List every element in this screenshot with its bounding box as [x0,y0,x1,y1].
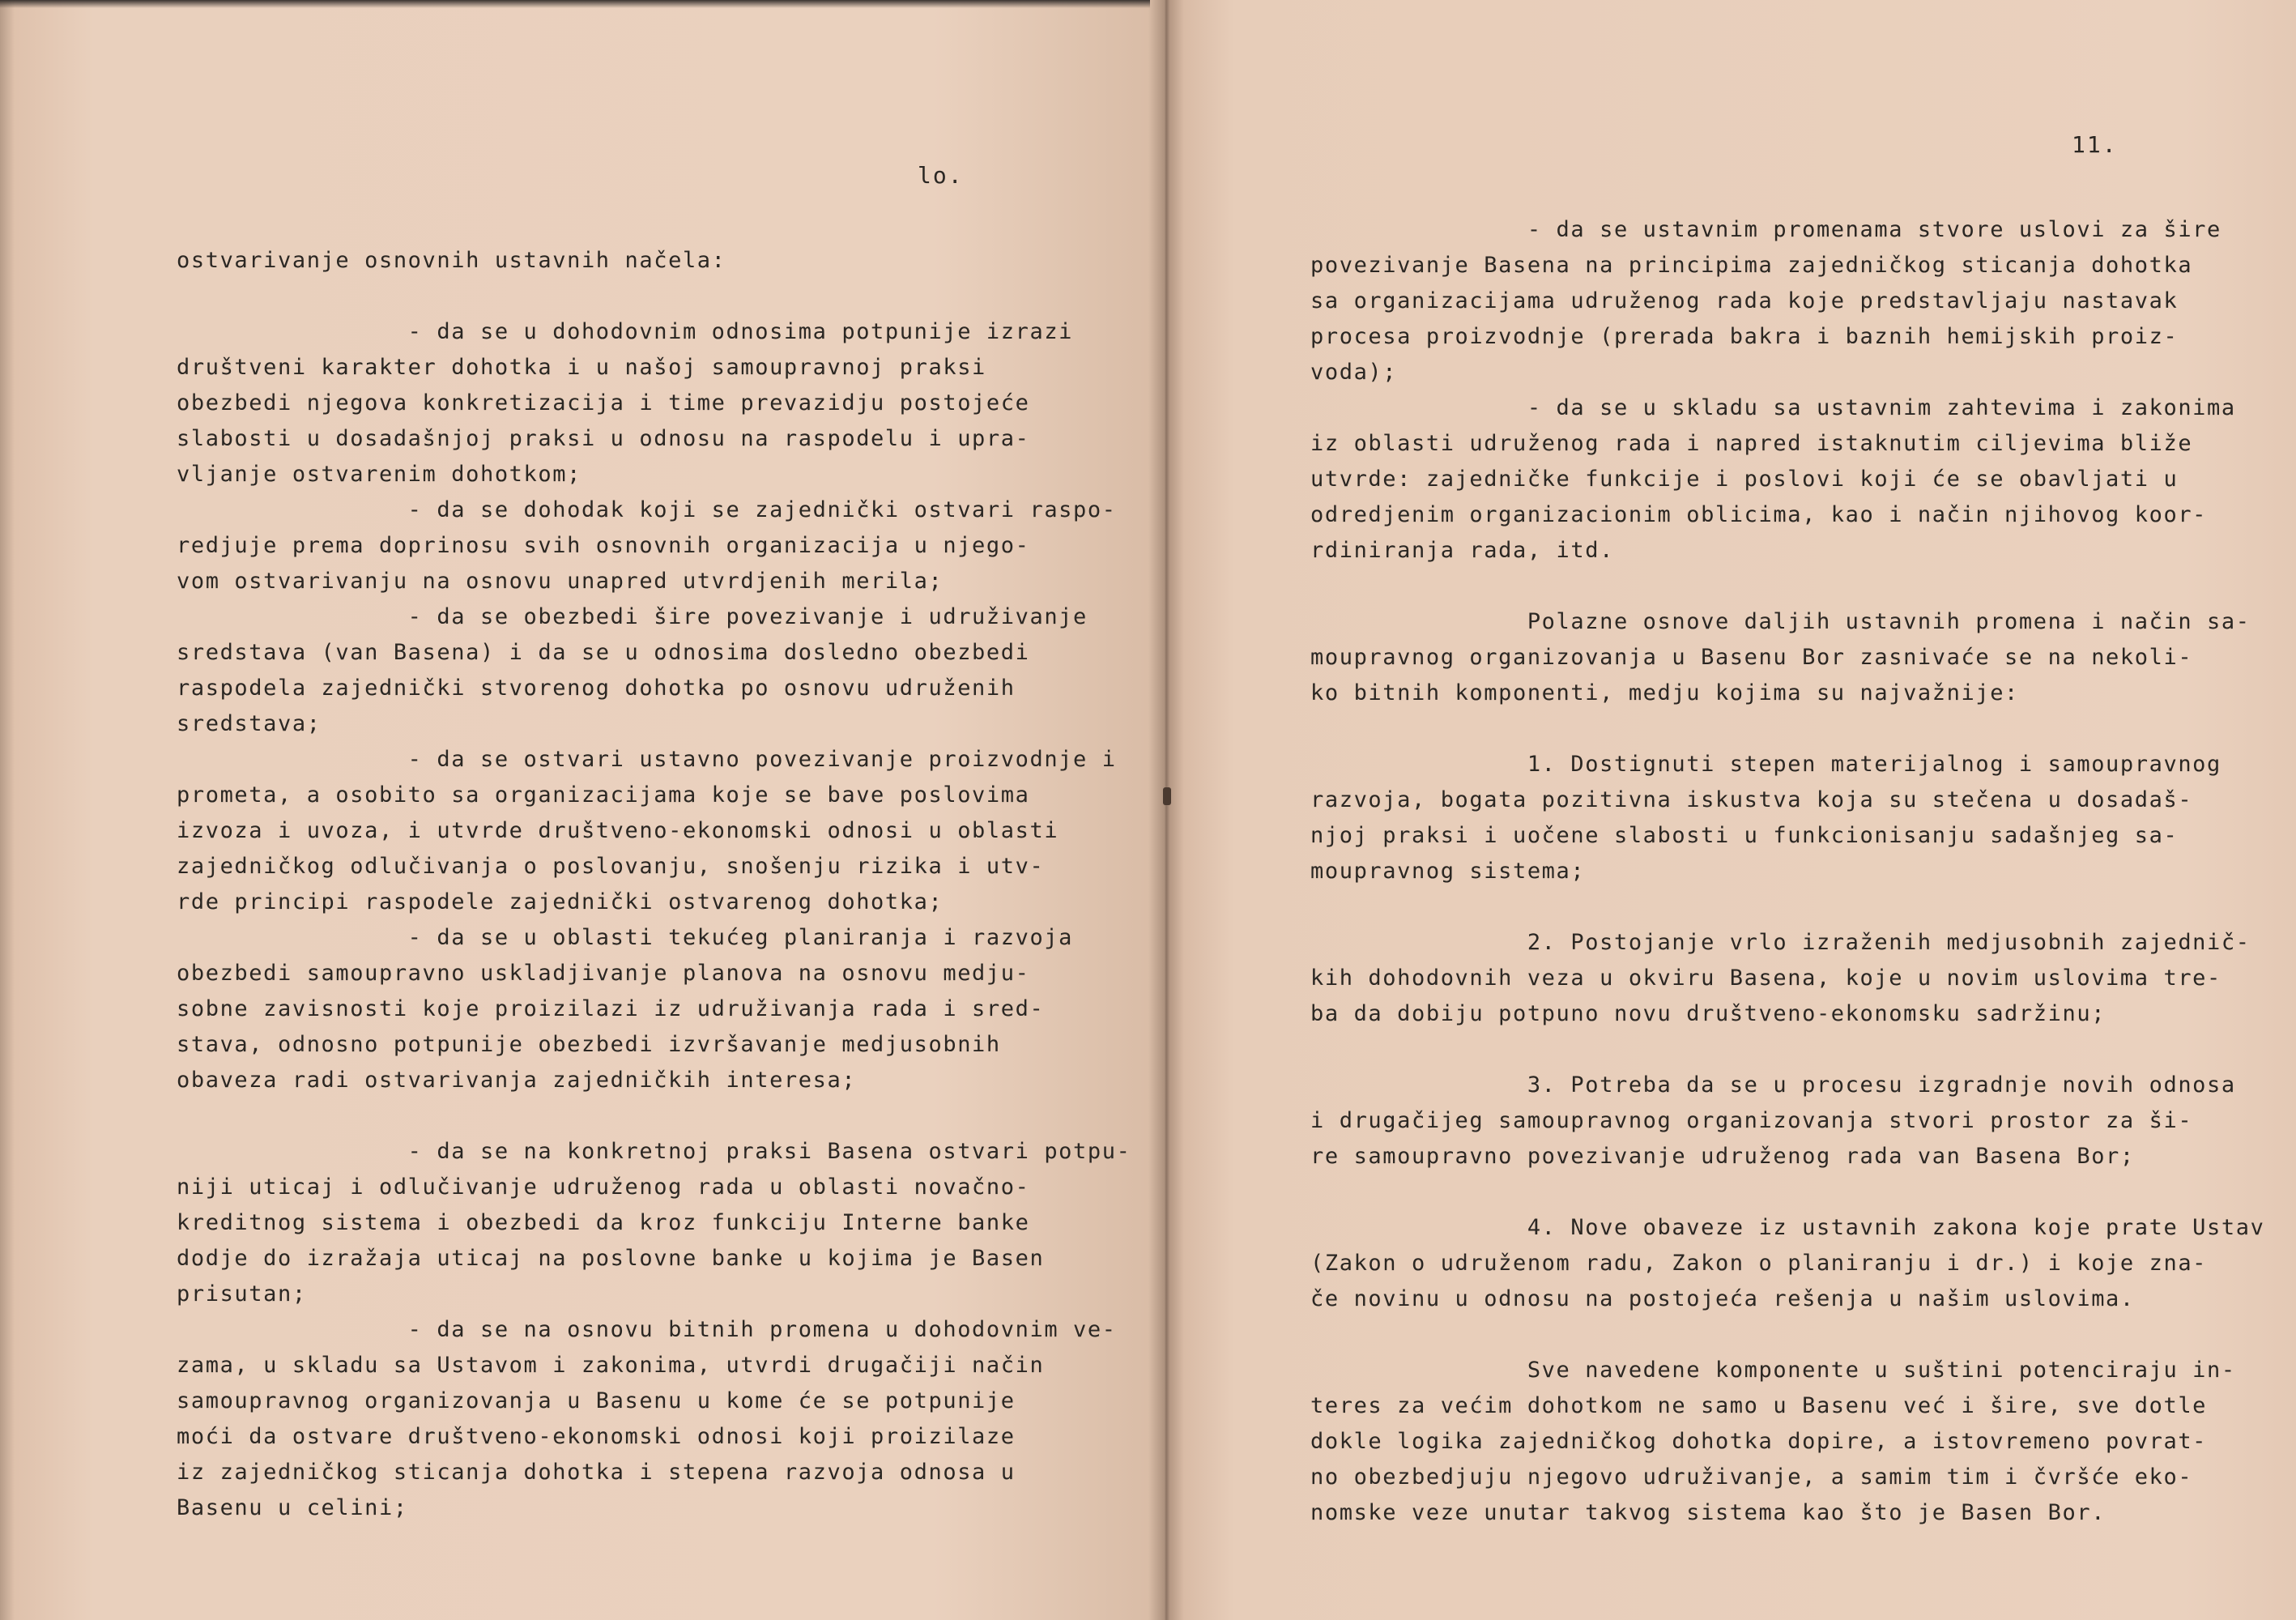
text-line: - da se u dohodovnim odnosima potpunije izrazi [177,319,1074,344]
text-line: 2. Postojanje vrlo izraženih medjusobnih zajednič- [1310,930,2251,955]
text-line: 1. Dostignuti stepen materijalnog i samoupravnog [1310,752,2221,777]
text-line [1310,1032,2264,1068]
text-line: - da se na osnovu bitnih promena u dohodovnim ve- [177,1317,1117,1342]
text-line: no obezbedjuju njegovo udruživanje, a samim tim i čvršće eko- [1310,1464,2193,1490]
text-line: niji uticaj i odlučivanje udruženog rada u oblasti novačno- [177,1174,1030,1200]
text-line [1310,569,2264,604]
text-line: povezivanje Basena na principima zajedničkog sticanja dohotka [1310,253,2193,278]
text-line [177,1098,1131,1134]
text-line: kreditnog sistema i obezbedi da kroz funkciju Interne banke [177,1210,1030,1235]
text-line: 4. Nove obaveze iz ustavnih zakona koje prate Ustav [1310,1215,2265,1240]
text-line: društveni karakter dohotka i u našoj samoupravnoj praksi [177,355,986,380]
text-line: iz zajedničkog sticanja dohotka i stepena razvoja odnosa u [177,1460,1016,1485]
text-line: vljanje ostvarenim dohotkom; [177,462,581,487]
text-line: sobne zavisnosti koje proizilazi iz udruživanja rada i sred- [177,996,1045,1021]
text-line [1310,1174,2264,1210]
text-line: sredstava (van Basena) i da se u odnosima dosledno obezbedi [177,640,1030,665]
text-line: Polazne osnove daljih ustavnih promena i način sa- [1310,609,2251,634]
text-line: raspodela zajednički stvorenog dohotka po osnovu udruženih [177,676,1016,701]
text-line: slabosti u dosadašnjoj praksi u odnosu na raspodelu i upra- [177,426,1030,451]
text-line: samoupravnog organizovanja u Basenu u kome će se potpunije [177,1388,1016,1413]
text-line: - da se ostvari ustavno povezivanje proizvodnje i [177,747,1117,772]
right-page-text [1310,212,2264,1531]
text-line: obezbedi njegova konkretizacija i time prevazidju postojeće [177,390,1030,416]
text-line: kih dohodovnih veza u okviru Basena, koje u novim uslovima tre- [1310,966,2221,991]
text-line: - da se na konkretnoj praksi Basena ostvari potpu- [177,1139,1131,1164]
text-line: - da se u oblasti tekućeg planiranja i razvoja [177,925,1074,950]
text-line: i drugačijeg samoupravnog organizovanja stvori prostor za ši- [1310,1108,2193,1133]
text-line: (Zakon o udruženom radu, Zakon o planiranju i dr.) i koje zna- [1310,1251,2208,1276]
book-gutter [1148,0,1184,1620]
text-line: razvoja, bogata pozitivna iskustva koja su stečena u dosadaš- [1310,787,2193,812]
text-line: prisutan; [177,1281,307,1307]
text-line: vom ostvarivanju na osnovu unapred utvrdjenih merila; [177,569,944,594]
text-line: če novinu u odnosu na postojeća rešenja u našim uslovima. [1310,1286,2135,1311]
page-edge-shadow [0,0,15,1620]
text-line: voda); [1310,360,1398,385]
staple [1163,787,1171,805]
text-line: odredjenim organizacionim oblicima, kao i način njihovog koor- [1310,502,2208,527]
text-line: ko bitnih komponenti, medju kojima su najvažnije: [1310,680,2019,706]
text-line [1310,889,2264,925]
text-line [177,279,1131,314]
text-line: moupravnog sistema; [1310,859,1586,884]
text-line: Basenu u celini; [177,1495,408,1520]
text-line: prometa, a osobito sa organizacijama koje se bave poslovima [177,782,1030,808]
text-line [1310,711,2264,747]
text-line: iz oblasti udruženog rada i napred istaknutim ciljevima bliže [1310,431,2193,456]
text-line: obaveza radi ostvarivanja zajedničkih interesa; [177,1068,857,1093]
page-number-left: lo. [918,162,964,189]
text-line: 3. Potreba da se u procesu izgradnje novih odnosa [1310,1072,2236,1098]
text-line: dokle logika zajedničkog dohotka dopire, a istovremeno povrat- [1310,1429,2208,1454]
text-line: - da se ustavnim promenama stvore uslovi za šire [1310,217,2221,242]
text-line: zama, u skladu sa Ustavom i zakonima, utvrdi drugačiji način [177,1353,1045,1378]
text-line: dodje do izražaja uticaj na poslovne banke u kojima je Basen [177,1246,1045,1271]
text-line [1310,1317,2264,1353]
text-line: Sve navedene komponente u suštini potenciraju in- [1310,1358,2236,1383]
text-line: moupravnog organizovanja u Basenu Bor zasnivaće se na nekoli- [1310,645,2193,670]
text-line: rdiniranja rada, itd. [1310,538,1614,563]
top-shadow [0,0,1150,8]
text-line: - da se u skladu sa ustavnim zahtevima i zakonima [1310,395,2236,420]
text-line: moći da ostvare društveno-ekonomski odnosi koji proizilaze [177,1424,1016,1449]
text-line: - da se dohodak koji se zajednički ostvari raspo- [177,497,1117,522]
text-line: - da se obezbedi šire povezivanje i udruživanje [177,604,1088,629]
text-line: obezbedi samoupravno uskladjivanje planova na osnovu medju- [177,961,1030,986]
text-line: teres za većim dohotkom ne samo u Basenu već i šire, sve dotle [1310,1393,2208,1418]
text-line: izvoza i uvoza, i utvrde društveno-ekonomski odnosi u oblasti [177,818,1059,843]
text-line: rde principi raspodele zajednički ostvarenog dohotka; [177,889,944,914]
page-number-right: 11. [2072,131,2118,158]
text-line: redjuje prema doprinosu svih osnovnih organizacija u njego- [177,533,1030,558]
left-page-text [177,243,1131,1526]
text-line: sa organizacijama udruženog rada koje predstavljaju nastavak [1310,288,2179,313]
text-line: njoj praksi i uočene slabosti u funkcionisanju sadašnjeg sa- [1310,823,2179,848]
right-page [1166,0,2296,1620]
text-line: zajedničkog odlučivanja o poslovanju, snošenju rizika i utv- [177,854,1045,879]
text-line: stava, odnosno potpunije obezbedi izvršavanje medjusobnih [177,1032,1001,1057]
text-line: ostvarivanje osnovnih ustavnih načela: [177,248,726,273]
text-line: re samoupravno povezivanje udruženog rada van Basena Bor; [1310,1144,2135,1169]
text-line: sredstava; [177,711,322,736]
text-line: procesa proizvodnje (prerada bakra i baznih hemijskih proiz- [1310,324,2179,349]
text-line: ba da dobiju potpuno novu društveno-ekonomsku sadržinu; [1310,1001,2106,1026]
text-line: utvrde: zajedničke funkcije i poslovi koji će se obavljati u [1310,467,2179,492]
text-line: nomske veze unutar takvog sistema kao što je Basen Bor. [1310,1500,2106,1525]
